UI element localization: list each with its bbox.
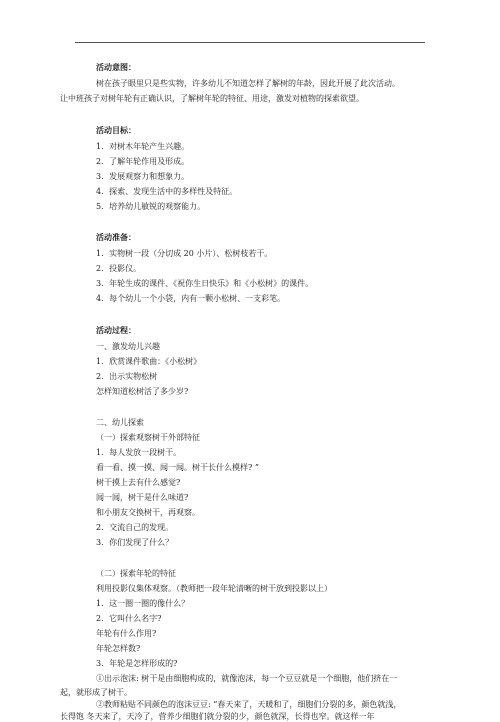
process-line-9: 看一看、摸一摸、闻一闻。树干长什么模样? ” bbox=[96, 463, 259, 472]
process-line-2: 1．欣赏课件歌曲：《小松树》 bbox=[96, 357, 202, 366]
prep-heading: 活动准备： bbox=[96, 233, 136, 242]
process-line-11: 闻一闻，树干是什么味道? bbox=[96, 493, 189, 502]
process-line-13: 2．交流自己的发现。 bbox=[96, 523, 174, 532]
process-line-23: ①出示泡沫: 树干是由细胞构成的，就像泡沫，每一个豆豆就是一个细胞，他们挤在一 bbox=[96, 674, 398, 683]
goals-item-5: 5．培养幼儿敏锐的观察能力。 bbox=[96, 202, 206, 211]
process-line-20: 年轮有什么作用? bbox=[96, 629, 157, 638]
process-line-17: 利用投影仪集体观察。（教师把一段年轮清晰的树干放到投影以上） bbox=[96, 584, 332, 593]
goals-heading: 活动目标： bbox=[96, 126, 136, 135]
process-line-3: 2．出示实物松树 bbox=[96, 372, 158, 381]
goals-item-4: 4．探索、发现生活中的多样性及特征。 bbox=[96, 187, 238, 196]
process-line-25: ②教师粘贴不同颜色的泡沫豆豆: “春天来了，天暖和了，细胞们分裂的多，颜色就浅， bbox=[96, 700, 402, 709]
process-line-26: 长得饱 冬天来了，天冷了，营养少细胞们就分裂的少，颜色就深，长得也窄。就这样一年 bbox=[60, 712, 375, 721]
goals-item-2: 2．了解年轮作用及形成。 bbox=[96, 157, 190, 166]
process-line-18: 1．这一圈一圈的像什么？ bbox=[96, 599, 190, 608]
process-line-22: 3．年轮是怎样形成的? bbox=[96, 659, 178, 668]
goals-item-1: 1．对树木年轮产生兴趣。 bbox=[96, 142, 190, 151]
prep-item-3: 3．年轮生成的课件、《祝你生日快乐》和《小松树》的课件。 bbox=[96, 279, 314, 288]
process-line-10: 树干摸上去有什么感觉? bbox=[96, 478, 181, 487]
goals-item-3: 3．发展观察力和想象力。 bbox=[96, 172, 190, 181]
process-line-1: 一、激发幼儿兴趣 bbox=[96, 342, 160, 351]
prep-item-1: 1．实物树一段（分切成 20 小片）、松树枝若干。 bbox=[96, 249, 273, 258]
process-line-24: 起，就形成了树干。 bbox=[60, 688, 132, 697]
prep-item-4: 4．每个幼儿一个小袋，内有一颗小松树、一支彩笔。 bbox=[96, 294, 286, 303]
process-line-4: 怎样知道松树活了多少岁? bbox=[96, 387, 189, 396]
intent-heading: 活动意图： bbox=[96, 63, 136, 72]
process-line-12: 和小朋友交换树干，再观察。 bbox=[96, 508, 200, 517]
prep-item-2: 2．投影仪。 bbox=[96, 264, 142, 273]
process-line-6: 二、幼儿探索 bbox=[96, 418, 144, 427]
process-line-8: 1．每人发放一段树干。 bbox=[96, 448, 182, 457]
process-line-16: （二）探索年轮的特征 bbox=[96, 569, 176, 578]
process-line-7: （一）探索观察树干外部特征 bbox=[96, 433, 200, 442]
process-heading: 活动过程： bbox=[96, 326, 136, 335]
process-line-21: 年轮怎样数? bbox=[96, 644, 141, 653]
intent-paragraph-line-1: 树在孩子眼里只是些实物，许多幼儿不知道怎样了解树的年龄，因此开展了此次活动。 bbox=[96, 79, 400, 88]
process-line-14: 3．你们发现了什么？ bbox=[96, 538, 174, 547]
intent-paragraph-line-2: 让中班孩子对树年轮有正确认识，了解树年轮的特征、用途，激发对植物的探索欲望。 bbox=[60, 94, 364, 103]
process-line-19: 2．它叫什么名字? bbox=[96, 614, 162, 623]
